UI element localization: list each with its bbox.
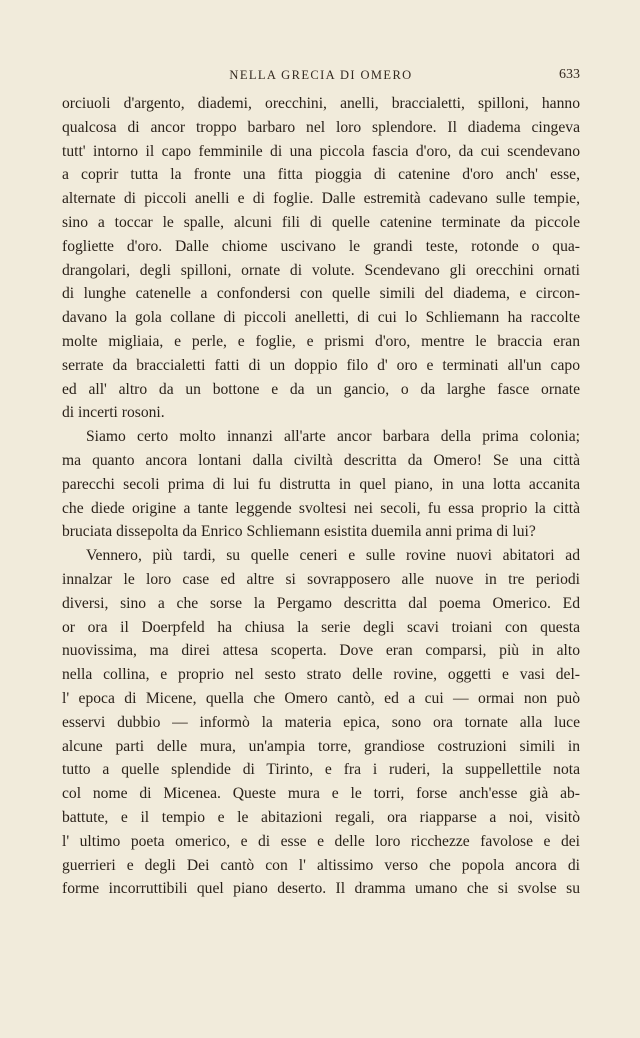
- text-line: drangolari, degli spilloni, ornate di volute. Scendevano gli orecchini ornati: [62, 261, 580, 279]
- text-line: Vennero, più tardi, su quelle ceneri e sulle rovine nuovi abitatori ad: [86, 547, 580, 565]
- text-line: l' ultimo poeta omerico, e di esse e delle loro ricchezze favolose e dei: [62, 832, 580, 850]
- text-line: qualcosa di ancor troppo barbaro nel loro splendore. Il diadema cingeva: [62, 118, 580, 136]
- text-line: ed all' altro da un bottone e da un gancio, o da larghe fasce ornate: [62, 380, 580, 398]
- text-line: davano la gola collane di piccoli anelletti, di cui lo Schliemann ha raccolte: [62, 309, 580, 327]
- text-line: alternate di piccoli anelli e di foglie. Dalle estremità cadevano sulle tempie,: [62, 190, 580, 208]
- text-line: molte migliaia, e perle, e foglie, e prismi d'oro, mentre le braccia eran: [62, 332, 580, 350]
- text-line: ma quanto ancora lontani dalla civiltà descritta da Omero! Se una città: [62, 451, 580, 469]
- text-line: che diede origine a tante leggende svoltesi nei secoli, fu essa proprio la città: [62, 499, 580, 517]
- text-line: bruciata dissepolta da Enrico Schliemann esistita duemila anni prima di lui?: [62, 523, 536, 541]
- text-line: guerrieri e degli Dei cantò con l' altissimo verso che popola ancora di: [62, 856, 580, 874]
- text-line: serrate da braccialetti fatti di un doppio filo d' oro e terminati all'un capo: [62, 356, 580, 374]
- text-line: alcune parti delle mura, un'ampia torre, grandiose costruzioni simili in: [62, 737, 580, 755]
- text-line: nuovissima, ma direi attesa scoperta. Dove eran comparsi, più in alto: [62, 642, 580, 660]
- text-line: orciuoli d'argento, diademi, orecchini, anelli, braccialetti, spilloni, hanno: [62, 95, 580, 112]
- text-line: diversi, sino a che sorse la Pergamo descritta dal poema Omerico. Ed: [62, 594, 580, 612]
- text-line: l' epoca di Micene, quella che Omero cantò, ed a cui — ormai non può: [62, 689, 580, 707]
- page-number: 633: [559, 67, 580, 82]
- text-line: esservi dubbio — informò la materia epica, sono ora tornate alla luce: [62, 713, 580, 731]
- text-line: tutt' intorno il capo femminile di una piccola fascia d'oro, da cui scendevano: [62, 142, 580, 160]
- text-line: di incerti rosoni.: [62, 404, 165, 422]
- text-line: tutto a quelle splendide di Tirinto, e fra i ruderi, la suppellettile nota: [62, 761, 580, 779]
- text-line: sino a toccar le spalle, alcuni fili di quelle catenine terminate da piccole: [62, 213, 580, 231]
- text-line: col nome di Micenea. Queste mura e le torri, forse anch'esse già ab-: [62, 785, 580, 803]
- text-line: or ora il Doerpfeld ha chiusa la serie degli scavi troiani con questa: [62, 618, 580, 636]
- text-line: innalzar le loro case ed altre si sovrapposero alle nuove in tre periodi: [62, 570, 580, 588]
- text-line: battute, e il tempio e le abitazioni regali, ora riapparse a noi, visitò: [62, 808, 580, 826]
- body-text: [62, 92, 580, 901]
- text-line: parecchi secoli prima di lui fu distrutta in quel piano, in una lotta accanita: [62, 475, 580, 493]
- running-head: NELLA GRECIA DI OMERO: [229, 68, 413, 82]
- text-line: Siamo certo molto innanzi all'arte ancor barbara della prima colonia;: [86, 428, 580, 446]
- text-line: nella collina, e proprio nel sesto strato delle rovine, oggetti e vasi del-: [62, 666, 580, 684]
- text-line: forme incorruttibili quel piano deserto. Il dramma umano che si svolse su: [62, 880, 580, 898]
- text-line: a coprir tutta la fronte una fitta pioggia di catenine d'oro anch' esse,: [62, 166, 580, 184]
- text-line: di lunghe catenelle a confondersi con quelle simili del diadema, e circon-: [62, 285, 580, 303]
- page-header: [62, 66, 580, 84]
- text-line: fogliette d'oro. Dalle chiome uscivano le grandi teste, rotonde o qua-: [62, 237, 580, 255]
